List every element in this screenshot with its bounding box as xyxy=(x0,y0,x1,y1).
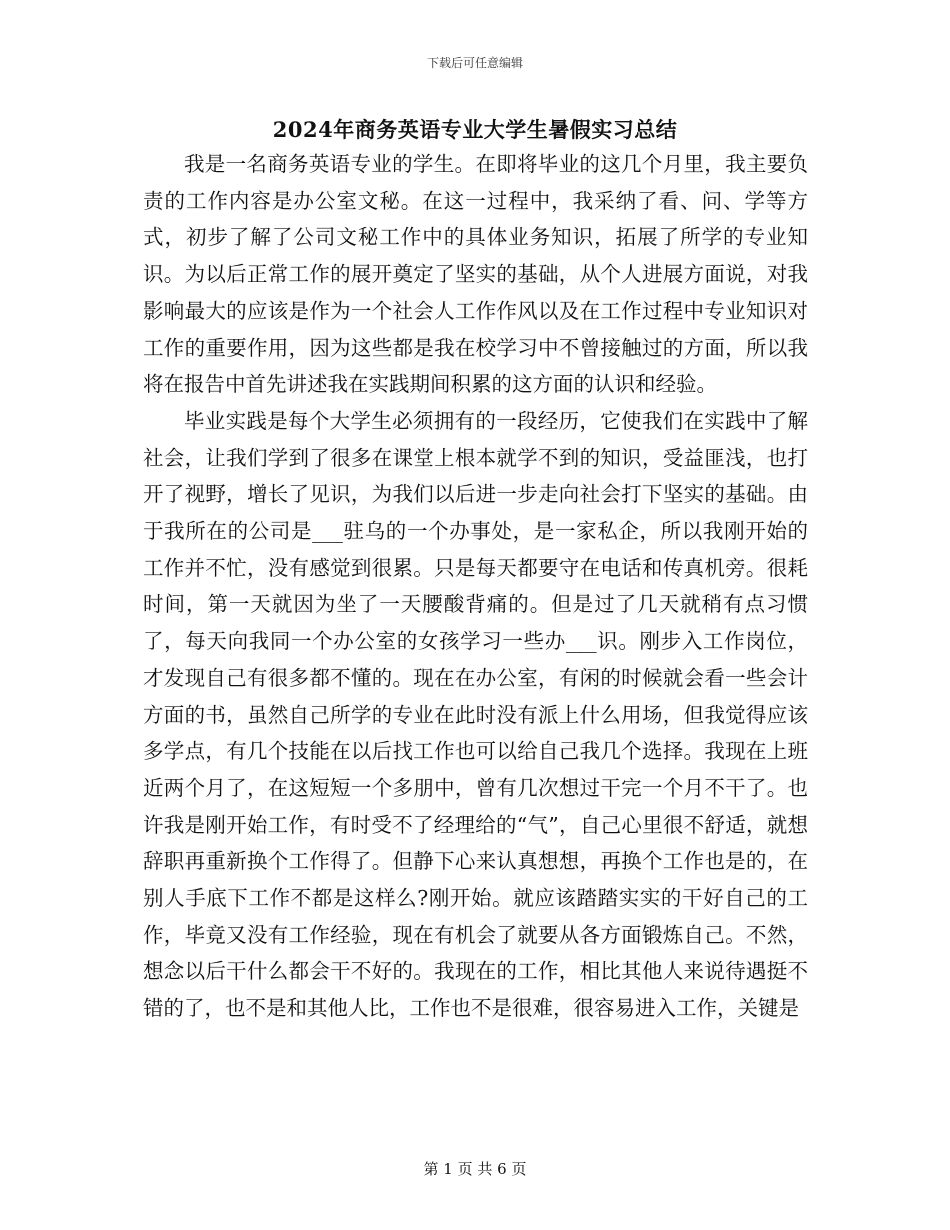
paragraph-1: 我是一名商务英语专业的学生。在即将毕业的这几个月里，我主要负责的工作内容是办公室文秘。在这一过程中，我采纳了看、问、学等方式，初步了解了公司文秘工作中的具体业务知识，拓展了所学的专业知识。为以后正常工作的展开奠定了坚实的基础，从个人进展方面说，对我影响最大的应该是作为一个社会人工作作风以及在工作过程中专业知识对工作的重要作用，因为这些都是我在校学习中不曾接触过的方面，所以我将在报告中首先讲述我在实践期间积累的这方面的认识和经验。 xyxy=(143,152,808,397)
document-body xyxy=(143,146,808,1027)
page-header-note: 下载后可任意编辑 xyxy=(426,56,523,70)
page-number-footer: 第 1 页 共 6 页 xyxy=(423,1160,527,1178)
document-title: 2024年商务英语专业大学生暑假实习总结 xyxy=(272,117,678,142)
paragraph-2: 毕业实践是每个大学生必须拥有的一段经历，它使我们在实践中了解社会，让我们学到了很多在课堂上根本就学不到的知识，受益匪浅，也打开了视野，增长了见识，为我们以后进一步走向社会打下坚实的基础。由于我所在的公司是___驻乌的一个办事处，是一家私企，所以我刚开始的工作并不忙，没有感觉到很累。只是每天都要守在电话和传真机旁。很耗时间，第一天就因为坐了一天腰酸背痛的。但是过了几天就稍有点习惯了，每天向我同一个办公室的女孩学习一些办___识。刚步入工作岗位，才发现自己有很多都不懂的。现在在办公室，有闲的时候就会看一些会计方面的书，虽然自己所学的专业在此时没有派上什么用场，但我觉得应该多学点，有几个技能在以后找工作也可以给自己我几个选择。我现在上班近两个月了，在这短短一个多朋中，曾有几次想过干完一个月不干了。也许我是刚开始工作，有时受不了经理给的“气”，自己心里很不舒适，就想辞职再重新换个工作得了。但静下心来认真想想，再换个工作也是的，在别人手底下工作不都是这样么?刚开始。就应该踏踏实实的干好自己的工作，毕竟又没有工作经验，现在有机会了就要从各方面锻炼自己。不然，想念以后干什么都会干不好的。我现在的工作，相比其他人来说待遇挺不错的了，也不是和其他人比，工作也不是很难，很容易进入工作，关键是 xyxy=(143,408,808,1021)
